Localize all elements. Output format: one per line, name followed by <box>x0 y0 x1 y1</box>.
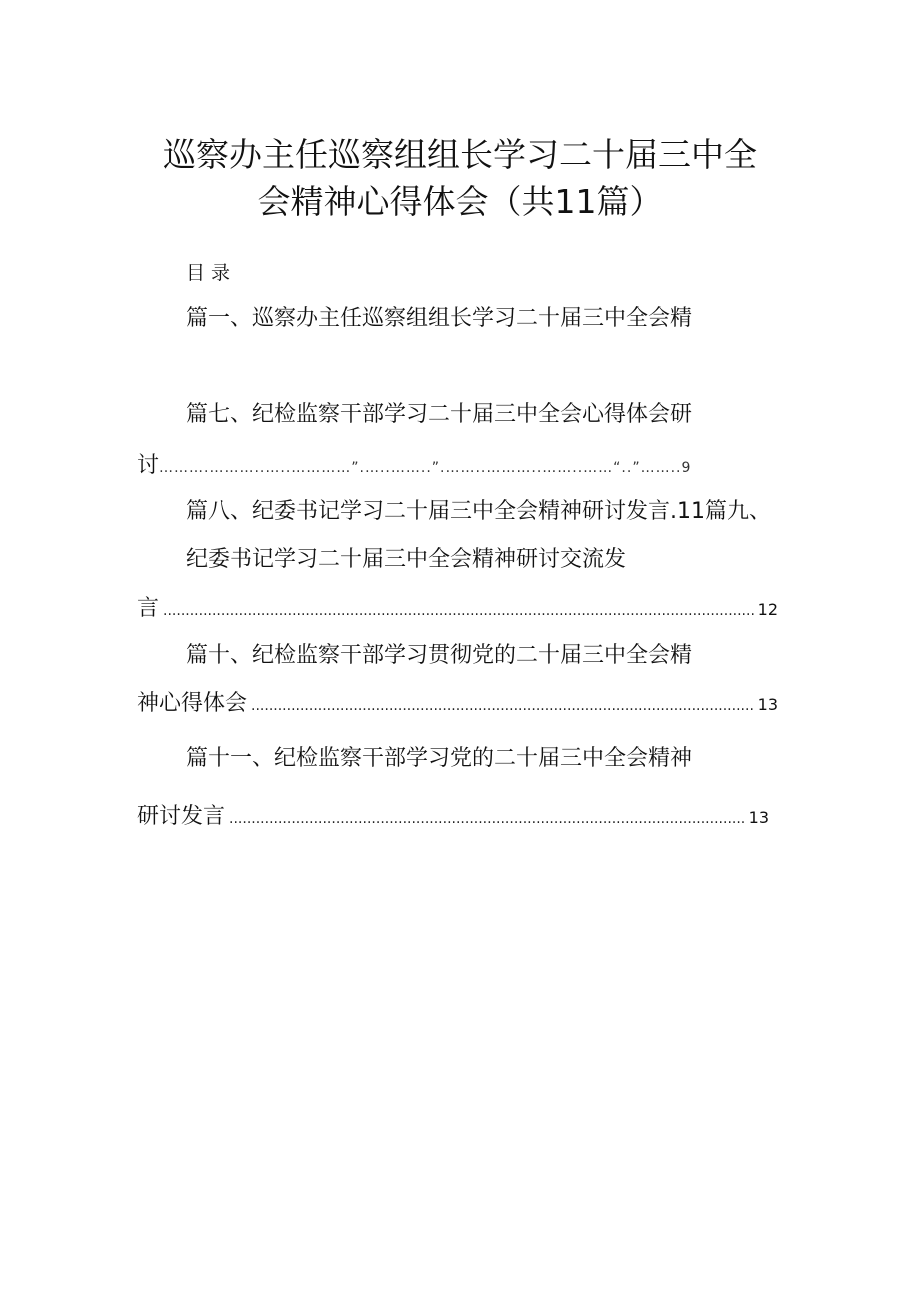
document-title-line-2: 会精神心得体会（共11篇） <box>257 182 663 221</box>
toc-page-number: 12 <box>757 600 778 619</box>
toc-entry-2[interactable]: 篇七、纪检监察干部学习二十届三中全会心得体会研 <box>186 402 693 427</box>
toc-entry-text: 神心得体会 <box>137 691 248 716</box>
toc-leader-dots <box>251 691 754 721</box>
toc-leader-dots <box>229 804 745 834</box>
toc-entry-3-line-2[interactable]: 纪委书记学习二十届三中全会精神研讨交流发 <box>186 547 627 572</box>
toc-leader-dots <box>163 596 754 626</box>
toc-entry-5-continuation[interactable] <box>137 802 769 834</box>
toc-page-number: 13 <box>748 808 769 827</box>
toc-page-number: 13 <box>757 695 778 714</box>
toc-entry-5[interactable]: 篇十一、纪检监察干部学习党的二十届三中全会精神 <box>186 746 693 771</box>
toc-entry-text: 言 <box>137 596 160 621</box>
toc-entry-text: 研讨发言 <box>137 804 226 829</box>
document-title-line-1: 巡察办主任巡察组组长学习二十届三中全 <box>163 135 757 174</box>
toc-entry-3[interactable]: 篇八、纪委书记学习二十届三中全会精神研讨发言.11篇九、 <box>186 499 771 524</box>
toc-entry-4-continuation[interactable] <box>137 689 778 721</box>
toc-entry-2-continuation[interactable] <box>137 451 757 483</box>
toc-leader-dots: ……….………..…..…………”.…..……..”.……..………..……..……“..”……..9 <box>159 460 692 476</box>
toc-entry-text: 讨 <box>137 453 160 478</box>
toc-entry-1[interactable]: 篇一、巡察办主任巡察组组长学习二十届三中全会精 <box>186 306 693 331</box>
toc-heading: 目录 <box>186 262 237 284</box>
toc-entry-4[interactable]: 篇十、纪检监察干部学习贯彻党的二十届三中全会精 <box>186 643 693 668</box>
toc-entry-3-continuation[interactable] <box>137 594 778 626</box>
